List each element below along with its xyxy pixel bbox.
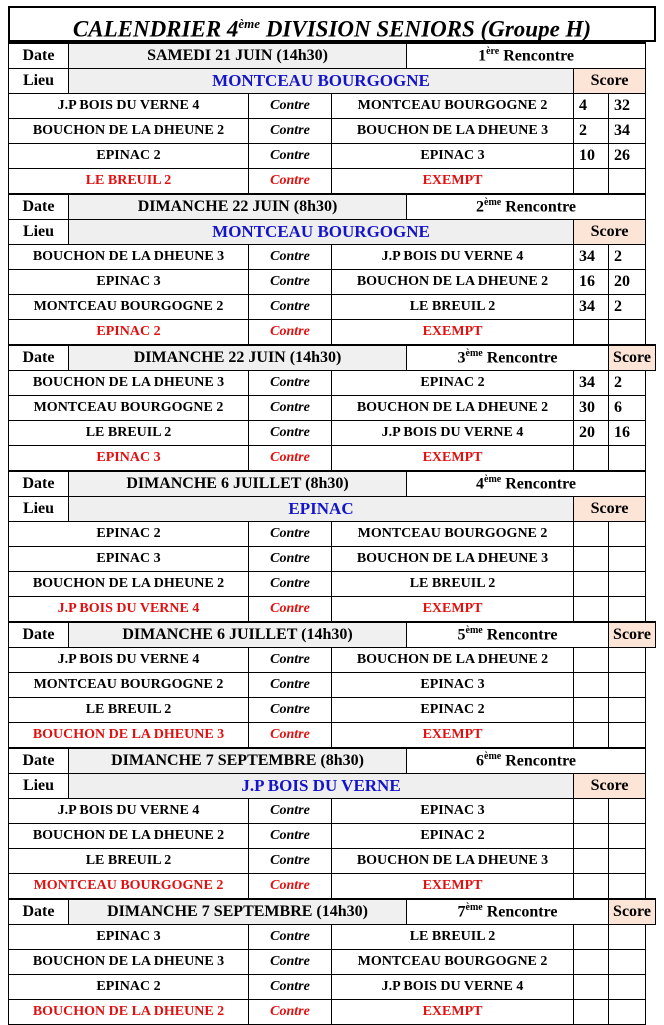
contre-label: Contre (249, 270, 332, 295)
away-score (609, 799, 646, 824)
match-row (9, 572, 656, 597)
round-date-row (9, 194, 656, 220)
exempt-row (9, 1000, 656, 1025)
home-score: 16 (574, 270, 609, 295)
away-score: 16 (609, 421, 646, 446)
contre-label: Contre (249, 572, 332, 597)
away-score: 2 (609, 371, 646, 396)
home-team: LE BREUIL 2 (9, 421, 249, 446)
empty-score (574, 597, 609, 623)
round-lieu-row (9, 69, 656, 94)
round-number: 3ème Rencontre (407, 345, 609, 371)
score-header: Score (609, 899, 656, 925)
round-date-row (9, 345, 656, 371)
contre-label: Contre (249, 925, 332, 950)
home-score (574, 824, 609, 849)
contre-label: Contre (249, 522, 332, 547)
home-score: 4 (574, 94, 609, 119)
match-row (9, 245, 656, 270)
date-label: Date (9, 471, 69, 497)
score-header: Score (574, 220, 646, 245)
exempt-row (9, 169, 656, 195)
home-score: 34 (574, 295, 609, 320)
date-label: Date (9, 622, 69, 648)
exempt-team: EPINAC 2 (9, 320, 249, 346)
home-team: J.P BOIS DU VERNE 4 (9, 799, 249, 824)
contre-label: Contre (249, 371, 332, 396)
exempt-label: EXEMPT (332, 320, 574, 346)
contre-label: Contre (249, 975, 332, 1000)
home-team: MONTCEAU BOURGOGNE 2 (9, 295, 249, 320)
match-row (9, 522, 656, 547)
exempt-label: EXEMPT (332, 723, 574, 749)
home-team: EPINAC 3 (9, 547, 249, 572)
away-score: 34 (609, 119, 646, 144)
contre-label: Contre (249, 295, 332, 320)
round-date: DIMANCHE 7 SEPTEMBRE (8h30) (69, 748, 407, 774)
round-lieu-row (9, 774, 656, 799)
score-header: Score (574, 69, 646, 94)
home-team: BOUCHON DE LA DHEUNE 2 (9, 572, 249, 597)
empty-score (574, 874, 609, 900)
round-date: DIMANCHE 7 SEPTEMBRE (14h30) (69, 899, 407, 925)
empty-score (574, 723, 609, 749)
home-team: EPINAC 3 (9, 270, 249, 295)
away-team: MONTCEAU BOURGOGNE 2 (332, 94, 574, 119)
away-team: EPINAC 2 (332, 698, 574, 723)
empty-score (574, 320, 609, 346)
away-team: BOUCHON DE LA DHEUNE 3 (332, 119, 574, 144)
match-row (9, 94, 656, 119)
match-row (9, 648, 656, 673)
empty-score (609, 597, 646, 623)
home-team: BOUCHON DE LA DHEUNE 2 (9, 119, 249, 144)
away-score (609, 547, 646, 572)
exempt-team: MONTCEAU BOURGOGNE 2 (9, 874, 249, 900)
contre-label: Contre (249, 119, 332, 144)
away-score (609, 648, 646, 673)
lieu-label: Lieu (9, 774, 69, 799)
round-date: DIMANCHE 22 JUIN (8h30) (69, 194, 407, 220)
contre-label: Contre (249, 94, 332, 119)
lieu-label: Lieu (9, 497, 69, 522)
home-score: 34 (574, 245, 609, 270)
score-header: Score (609, 345, 656, 371)
contre-label: Contre (249, 320, 332, 346)
away-team: J.P BOIS DU VERNE 4 (332, 975, 574, 1000)
empty-score (574, 1000, 609, 1025)
home-score (574, 698, 609, 723)
empty-score (609, 874, 646, 900)
lieu-label: Lieu (9, 220, 69, 245)
away-team: BOUCHON DE LA DHEUNE 2 (332, 648, 574, 673)
match-row (9, 270, 656, 295)
home-score (574, 673, 609, 698)
match-row (9, 371, 656, 396)
round-number: 5ème Rencontre (407, 622, 609, 648)
exempt-label: EXEMPT (332, 1000, 574, 1025)
away-team: MONTCEAU BOURGOGNE 2 (332, 950, 574, 975)
away-team: EPINAC 2 (332, 371, 574, 396)
home-team: J.P BOIS DU VERNE 4 (9, 648, 249, 673)
away-score (609, 698, 646, 723)
empty-score (574, 169, 609, 195)
away-score (609, 572, 646, 597)
contre-label: Contre (249, 245, 332, 270)
away-score: 2 (609, 295, 646, 320)
home-team: MONTCEAU BOURGOGNE 2 (9, 673, 249, 698)
contre-label: Contre (249, 849, 332, 874)
away-score (609, 925, 646, 950)
home-score: 30 (574, 396, 609, 421)
home-team: EPINAC 2 (9, 144, 249, 169)
score-header: Score (574, 497, 646, 522)
match-row (9, 925, 656, 950)
home-team: EPINAC 2 (9, 975, 249, 1000)
match-row (9, 396, 656, 421)
exempt-row (9, 446, 656, 472)
contre-label: Contre (249, 698, 332, 723)
away-team: BOUCHON DE LA DHEUNE 3 (332, 547, 574, 572)
away-score (609, 950, 646, 975)
round-lieu-row (9, 497, 656, 522)
exempt-team: EPINAC 3 (9, 446, 249, 472)
round-date-row (9, 748, 656, 774)
home-score (574, 572, 609, 597)
exempt-row (9, 874, 656, 900)
round-lieu-row (9, 220, 656, 245)
contre-label: Contre (249, 799, 332, 824)
home-score (574, 849, 609, 874)
round-number: 2ème Rencontre (407, 194, 646, 220)
exempt-label: EXEMPT (332, 446, 574, 472)
exempt-team: LE BREUIL 2 (9, 169, 249, 195)
empty-score (609, 1000, 646, 1025)
contre-label: Contre (249, 421, 332, 446)
home-team: BOUCHON DE LA DHEUNE 3 (9, 371, 249, 396)
away-score: 32 (609, 94, 646, 119)
home-score (574, 547, 609, 572)
contre-label: Contre (249, 723, 332, 749)
away-team: EPINAC 2 (332, 824, 574, 849)
away-team: BOUCHON DE LA DHEUNE 2 (332, 396, 574, 421)
match-row (9, 698, 656, 723)
away-team: EPINAC 3 (332, 144, 574, 169)
home-score (574, 799, 609, 824)
exempt-label: EXEMPT (332, 874, 574, 900)
match-row (9, 673, 656, 698)
score-header: Score (574, 774, 646, 799)
home-team: EPINAC 2 (9, 522, 249, 547)
venue-name: EPINAC (69, 497, 574, 522)
date-label: Date (9, 748, 69, 774)
contre-label: Contre (249, 144, 332, 169)
away-team: LE BREUIL 2 (332, 295, 574, 320)
contre-label: Contre (249, 648, 332, 673)
exempt-team: J.P BOIS DU VERNE 4 (9, 597, 249, 623)
home-team: EPINAC 3 (9, 925, 249, 950)
away-score: 26 (609, 144, 646, 169)
round-date-row (9, 899, 656, 925)
match-row (9, 824, 656, 849)
venue-name: J.P BOIS DU VERNE (69, 774, 574, 799)
exempt-label: EXEMPT (332, 169, 574, 195)
contre-label: Contre (249, 824, 332, 849)
schedule-table (8, 42, 656, 1025)
page-title: CALENDRIER 4ème DIVISION SENIORS (Groupe H) (8, 6, 656, 42)
contre-label: Contre (249, 396, 332, 421)
empty-score (609, 723, 646, 749)
home-score: 20 (574, 421, 609, 446)
match-row (9, 421, 656, 446)
venue-name: MONTCEAU BOURGOGNE (69, 69, 574, 94)
match-row (9, 144, 656, 169)
contre-label: Contre (249, 169, 332, 195)
round-date-row (9, 622, 656, 648)
home-score (574, 950, 609, 975)
home-team: BOUCHON DE LA DHEUNE 3 (9, 950, 249, 975)
home-score: 10 (574, 144, 609, 169)
away-team: J.P BOIS DU VERNE 4 (332, 421, 574, 446)
contre-label: Contre (249, 874, 332, 900)
score-header: Score (609, 622, 656, 648)
round-number: 4ème Rencontre (407, 471, 646, 497)
home-score (574, 522, 609, 547)
home-team: LE BREUIL 2 (9, 698, 249, 723)
home-team: MONTCEAU BOURGOGNE 2 (9, 396, 249, 421)
round-date-row (9, 471, 656, 497)
away-score (609, 522, 646, 547)
away-score (609, 824, 646, 849)
away-score (609, 975, 646, 1000)
away-score (609, 849, 646, 874)
contre-label: Contre (249, 446, 332, 472)
exempt-label: EXEMPT (332, 597, 574, 623)
away-team: J.P BOIS DU VERNE 4 (332, 245, 574, 270)
lieu-label: Lieu (9, 69, 69, 94)
round-date: SAMEDI 21 JUIN (14h30) (69, 43, 407, 69)
away-team: EPINAC 3 (332, 799, 574, 824)
home-score (574, 925, 609, 950)
empty-score (609, 320, 646, 346)
match-row (9, 799, 656, 824)
contre-label: Contre (249, 597, 332, 623)
home-team: BOUCHON DE LA DHEUNE 3 (9, 245, 249, 270)
match-row (9, 975, 656, 1000)
round-date: DIMANCHE 22 JUIN (14h30) (69, 345, 407, 371)
round-date: DIMANCHE 6 JUILLET (8h30) (69, 471, 407, 497)
away-team: BOUCHON DE LA DHEUNE 3 (332, 849, 574, 874)
exempt-row (9, 723, 656, 749)
empty-score (609, 169, 646, 195)
contre-label: Contre (249, 1000, 332, 1025)
round-number: 6ème Rencontre (407, 748, 646, 774)
empty-score (609, 446, 646, 472)
home-score: 34 (574, 371, 609, 396)
away-score: 2 (609, 245, 646, 270)
match-row (9, 295, 656, 320)
venue-name: MONTCEAU BOURGOGNE (69, 220, 574, 245)
away-team: EPINAC 3 (332, 673, 574, 698)
round-number: 1ère Rencontre (407, 43, 646, 69)
round-date-row (9, 43, 656, 69)
contre-label: Contre (249, 547, 332, 572)
round-number: 7ème Rencontre (407, 899, 609, 925)
away-team: BOUCHON DE LA DHEUNE 2 (332, 270, 574, 295)
away-team: LE BREUIL 2 (332, 572, 574, 597)
exempt-team: BOUCHON DE LA DHEUNE 2 (9, 1000, 249, 1025)
exempt-team: BOUCHON DE LA DHEUNE 3 (9, 723, 249, 749)
match-row (9, 547, 656, 572)
away-team: LE BREUIL 2 (332, 925, 574, 950)
date-label: Date (9, 345, 69, 371)
home-score (574, 975, 609, 1000)
date-label: Date (9, 194, 69, 220)
away-team: MONTCEAU BOURGOGNE 2 (332, 522, 574, 547)
match-row (9, 849, 656, 874)
exempt-row (9, 320, 656, 346)
contre-label: Contre (249, 950, 332, 975)
match-row (9, 950, 656, 975)
round-date: DIMANCHE 6 JUILLET (14h30) (69, 622, 407, 648)
date-label: Date (9, 43, 69, 69)
contre-label: Contre (249, 673, 332, 698)
away-score: 20 (609, 270, 646, 295)
match-row (9, 119, 656, 144)
home-team: LE BREUIL 2 (9, 849, 249, 874)
away-score (609, 673, 646, 698)
home-team: BOUCHON DE LA DHEUNE 2 (9, 824, 249, 849)
exempt-row (9, 597, 656, 623)
home-score (574, 648, 609, 673)
home-score: 2 (574, 119, 609, 144)
date-label: Date (9, 899, 69, 925)
home-team: J.P BOIS DU VERNE 4 (9, 94, 249, 119)
empty-score (574, 446, 609, 472)
away-score: 6 (609, 396, 646, 421)
